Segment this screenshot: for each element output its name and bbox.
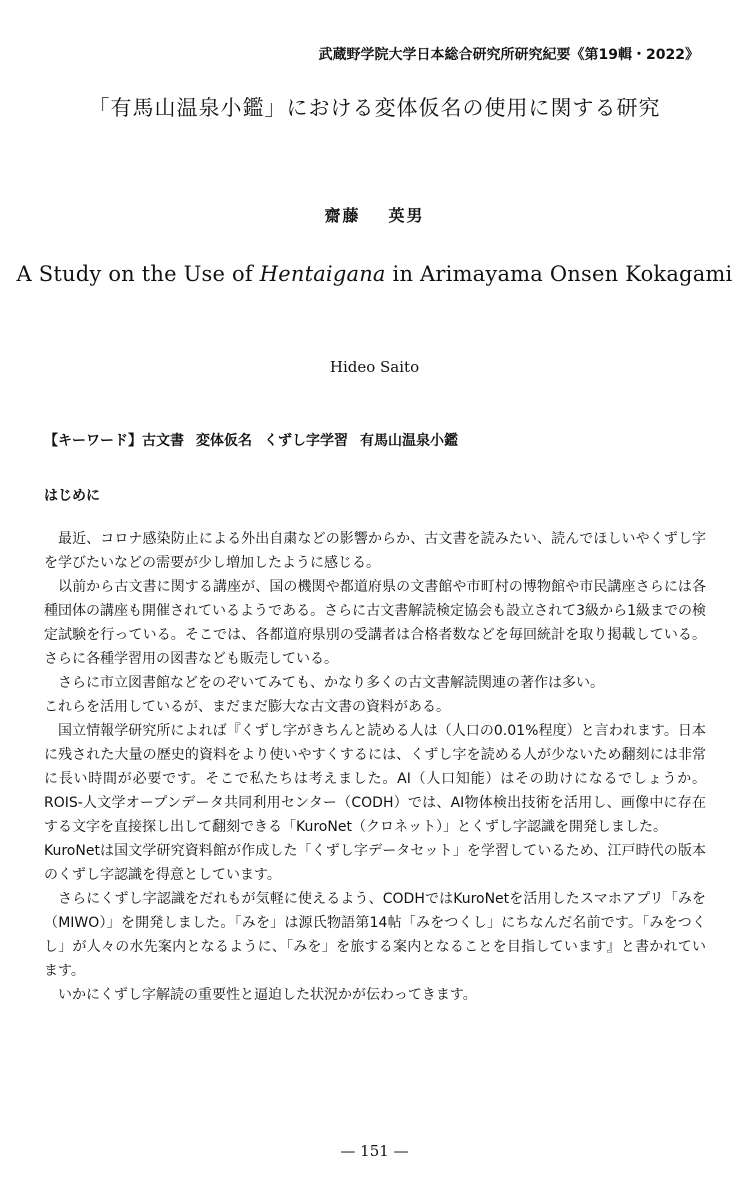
- keywords-label: 【キーワード】: [44, 433, 142, 449]
- paragraph: 最近、コロナ感染防止による外出自粛などの影響からか、古文書を読みたい、読んでほしいやくずし字を学びたいなどの需要が少し増加したように感じる。: [44, 531, 706, 571]
- paragraph: 国立情報学研究所によれば『くずし字がきちんと読める人は（人口の0.01%程度）と言われます。日本に残された大量の歴史的資料をより使いやすくするには、くずし字を読める人が少ないため翻刻には非常に長い時間が必要です。そこで私たちは考えました。AI（人口知能）はその助けになるでしょうか。ROIS-人文学オープンデータ共同利用センター（CODH）では、AI物体検出技術を活用し、画像中に存在する文字を直接探し出して翻刻できる「KuroNet（クロネット）」とくずし字認識を開発しました。: [44, 723, 706, 835]
- paragraph: これらを活用しているが、まだまだ膨大な古文書の資料がある。: [44, 699, 450, 715]
- paragraph: さらに市立図書館などをのぞいてみても、かなり多くの古文書解読関連の著作は多い。: [58, 675, 604, 691]
- running-header: 武蔵野学院大学日本総合研究所研究紀要《第19輯・2022》: [318, 47, 699, 63]
- paragraph: KuroNetは国文学研究資料館が作成した「くずし字データセット」を学習しているため、江戸時代の版本のくずし字認識を得意としています。: [44, 843, 706, 883]
- section-heading: はじめに: [44, 488, 100, 504]
- keyword: 変体仮名: [196, 433, 252, 449]
- title-en-part-2: in Arimayama Onsen Kokagami: [385, 262, 733, 286]
- keyword: 有馬山温泉小鑑: [360, 433, 458, 449]
- title-en-part-1: A Study on the Use of: [16, 262, 260, 286]
- page-number: — 151 —: [340, 1142, 409, 1160]
- keyword: くずし字学習: [264, 433, 348, 449]
- author-family-name: 齋藤: [324, 206, 361, 225]
- author-given-name: 英男: [388, 206, 425, 225]
- title-en-italic-term: Hentaigana: [259, 262, 386, 286]
- body-text: [44, 527, 706, 1007]
- paragraph: 以前から古文書に関する講座が、国の機関や都道府県の文書館や市町村の博物館や市民講座さらには各種団体の講座も開催されているようである。さらに古文書解読検定協会も設立されて3級から1級までの検定試験を行っている。そこでは、各都道府県別の受講者は合格者数などを毎回統計を取り掲載している。さらに各種学習用の図書なども販売している。: [44, 579, 706, 667]
- keyword: 古文書: [142, 433, 184, 449]
- author-name-english: Hideo Saito: [329, 358, 420, 376]
- paragraph: さらにくずし字認識をだれもが気軽に使えるよう、CODHではKuroNetを活用したスマホアプリ「みを（MIWO）」を開発しました。「みを」は源氏物語第14帖「みをつくし」にちなんだ名前です。「みをつくし」が人々の水先案内となるように、「みを」を旅する案内となることを目指しています』と書かれています。: [44, 891, 706, 979]
- article-title-japanese: 「有馬山温泉小鑑」における変体仮名の使用に関する研究: [88, 96, 661, 120]
- author-name-japanese: [0, 203, 749, 226]
- paragraph: いかにくずし字解読の重要性と逼迫した状況かが伝わってきます。: [58, 987, 477, 1003]
- keywords-line: [44, 430, 470, 450]
- article-title-english: [0, 262, 749, 286]
